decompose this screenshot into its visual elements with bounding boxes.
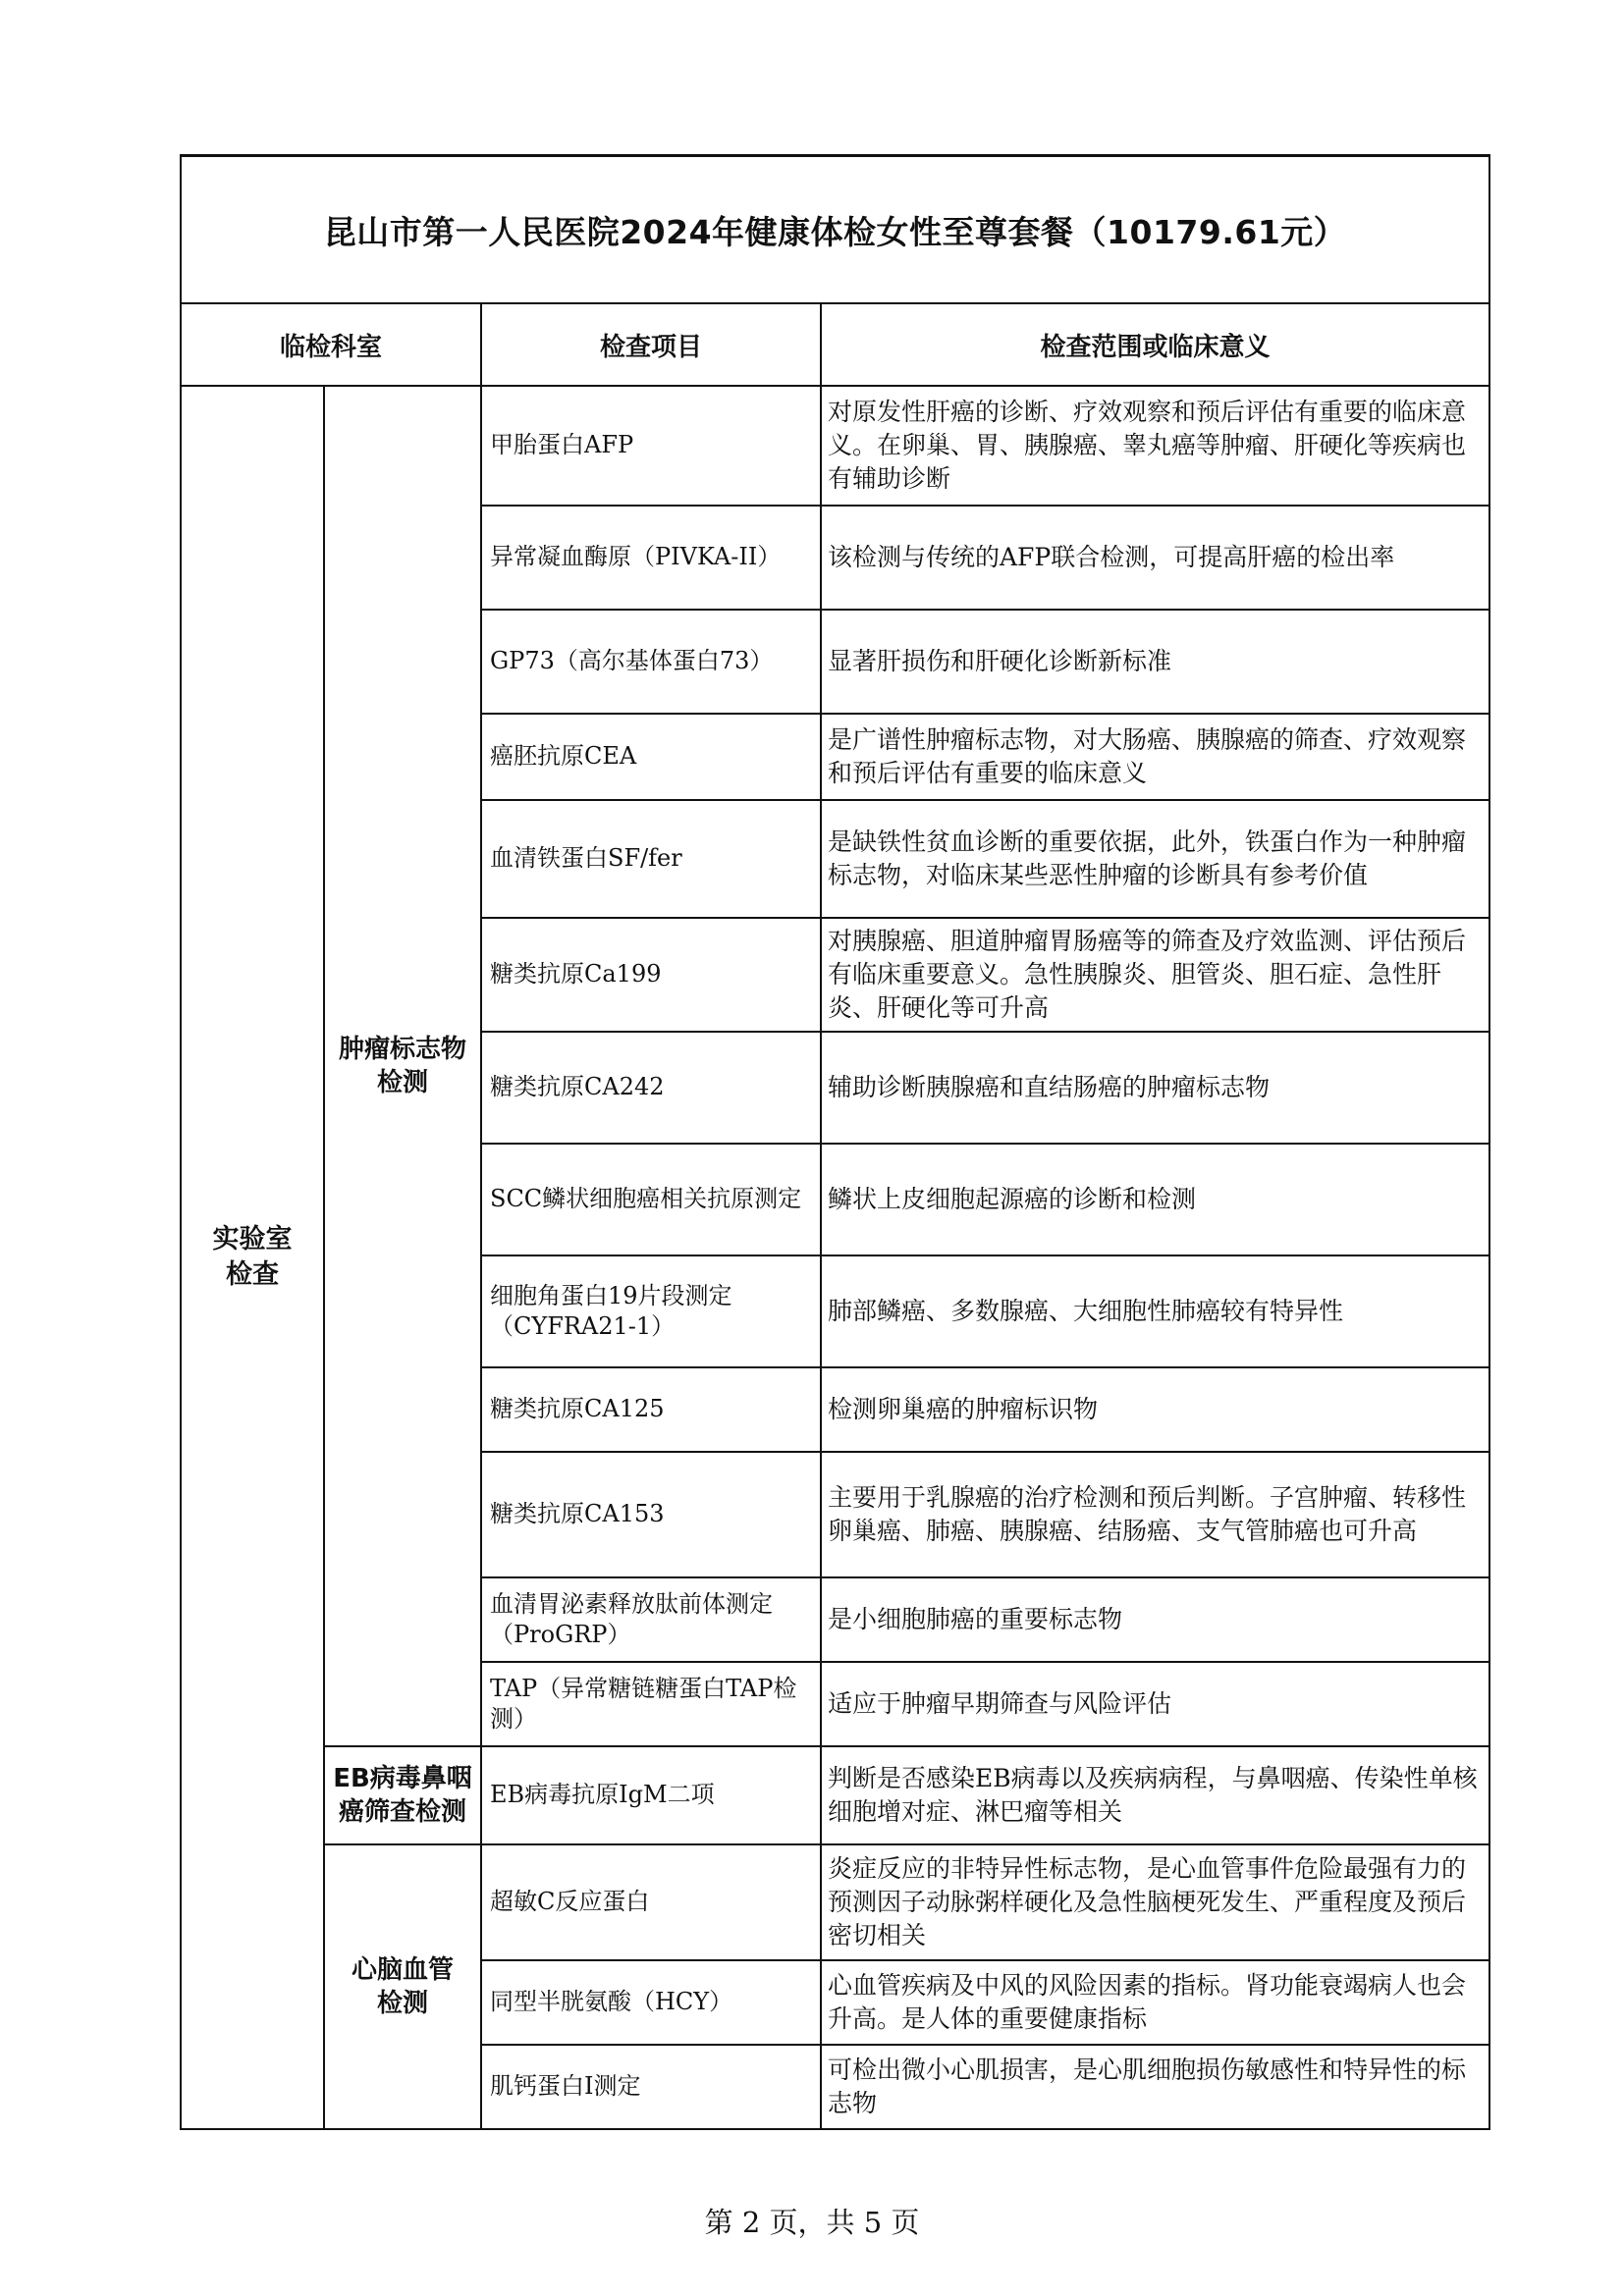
exam-item: SCC鳞状细胞癌相关抗原测定 (481, 1144, 821, 1255)
exam-meaning: 心血管疾病及中风的风险因素的指标。肾功能衰竭病人也会升高。是人体的重要健康指标 (821, 1960, 1489, 2045)
table-row (181, 1746, 1489, 1844)
exam-item: 甲胎蛋白AFP (481, 386, 821, 506)
exam-meaning: 判断是否感染EB病毒以及疾病病程，与鼻咽癌、传染性单核细胞增对症、淋巴瘤等相关 (821, 1746, 1489, 1844)
group-label-line2: 检测 (376, 1989, 428, 2018)
exam-item: 糖类抗原CA153 (481, 1452, 821, 1577)
exam-item: GP73（高尔基体蛋白73） (481, 610, 821, 714)
exam-meaning: 该检测与传统的AFP联合检测，可提高肝癌的检出率 (821, 506, 1489, 610)
page-title: 昆山市第一人民医院2024年健康体检女性至尊套餐（10179.61元） (181, 156, 1489, 304)
exam-meaning: 主要用于乳腺癌的治疗检测和预后判断。子宫肿瘤、转移性卵巢癌、肺癌、胰腺癌、结肠癌、支气管肺癌也可升高 (821, 1452, 1489, 1577)
exam-item: 癌胚抗原CEA (481, 714, 821, 800)
category-label-line1: 实验室 (212, 1224, 293, 1255)
group-ebv-screening (324, 1746, 481, 1844)
page-footer: 第 2 页，共 5 页 (704, 2206, 920, 2239)
exam-item: TAP（异常糖链糖蛋白TAP检测） (481, 1662, 821, 1746)
exam-meaning: 对原发性肝癌的诊断、疗效观察和预后评估有重要的临床意义。在卵巢、胃、胰腺癌、睾丸癌等肿瘤、肝硬化等疾病也有辅助诊断 (821, 386, 1489, 506)
exam-item: 肌钙蛋白I测定 (481, 2045, 821, 2129)
exam-item: EB病毒抗原IgM二项 (481, 1746, 821, 1844)
exam-meaning: 是小细胞肺癌的重要标志物 (821, 1577, 1489, 1662)
exam-meaning: 显著肝损伤和肝硬化诊断新标准 (821, 610, 1489, 714)
exam-package-table (180, 154, 1490, 2130)
category-label-line2: 检查 (226, 1259, 279, 1290)
group-tumor-markers (324, 386, 481, 1746)
exam-meaning: 辅助诊断胰腺癌和直结肠癌的肿瘤标志物 (821, 1032, 1489, 1144)
exam-meaning: 是广谱性肿瘤标志物，对大肠癌、胰腺癌的筛查、疗效观察和预后评估有重要的临床意义 (821, 714, 1489, 800)
header-meaning: 检查范围或临床意义 (821, 303, 1489, 386)
group-label-line1: 肿瘤标志物 (338, 1034, 466, 1064)
table-body (181, 386, 1489, 2129)
category-cell (181, 386, 324, 2129)
exam-item: 血清胃泌素释放肽前体测定（ProGRP） (481, 1577, 821, 1662)
group-cardio (324, 1844, 481, 2129)
exam-meaning: 炎症反应的非特异性标志物，是心血管事件危险最强有力的预测因子动脉粥样硬化及急性脑梗死发生、严重程度及预后密切相关 (821, 1844, 1489, 1960)
exam-item: 血清铁蛋白SF/fer (481, 800, 821, 918)
group-label-line1: 心脑血管 (351, 1954, 454, 1985)
exam-meaning: 适应于肿瘤早期筛查与风险评估 (821, 1662, 1489, 1746)
exam-meaning: 可检出微小心肌损害，是心肌细胞损伤敏感性和特异性的标志物 (821, 2045, 1489, 2129)
group-label-line1: EB病毒鼻咽 (333, 1763, 472, 1793)
header-row (181, 303, 1489, 386)
exam-meaning: 鳞状上皮细胞起源癌的诊断和检测 (821, 1144, 1489, 1255)
exam-item: 超敏C反应蛋白 (481, 1844, 821, 1960)
exam-item: 异常凝血酶原（PIVKA-II） (481, 506, 821, 610)
exam-item: 细胞角蛋白19片段测定（CYFRA21-1） (481, 1255, 821, 1367)
title-row (181, 156, 1489, 304)
exam-meaning: 是缺铁性贫血诊断的重要依据，此外，铁蛋白作为一种肿瘤标志物，对临床某些恶性肿瘤的诊断具有参考价值 (821, 800, 1489, 918)
exam-item: 同型半胱氨酸（HCY） (481, 1960, 821, 2045)
exam-meaning: 检测卵巢癌的肿瘤标识物 (821, 1367, 1489, 1452)
table-row (181, 386, 1489, 506)
header-item: 检查项目 (481, 303, 821, 386)
header-department: 临检科室 (181, 303, 481, 386)
exam-meaning: 对胰腺癌、胆道肿瘤胃肠癌等的筛查及疗效监测、评估预后有临床重要意义。急性胰腺炎、胆管炎、胆石症、急性肝炎、肝硬化等可升高 (821, 918, 1489, 1032)
exam-item: 糖类抗原CA125 (481, 1367, 821, 1452)
group-label-line2: 癌筛查检测 (338, 1797, 466, 1827)
exam-meaning: 肺部鳞癌、多数腺癌、大细胞性肺癌较有特异性 (821, 1255, 1489, 1367)
exam-item: 糖类抗原Ca199 (481, 918, 821, 1032)
table-row (181, 1844, 1489, 1960)
exam-item: 糖类抗原CA242 (481, 1032, 821, 1144)
group-label-line2: 检测 (376, 1068, 428, 1097)
